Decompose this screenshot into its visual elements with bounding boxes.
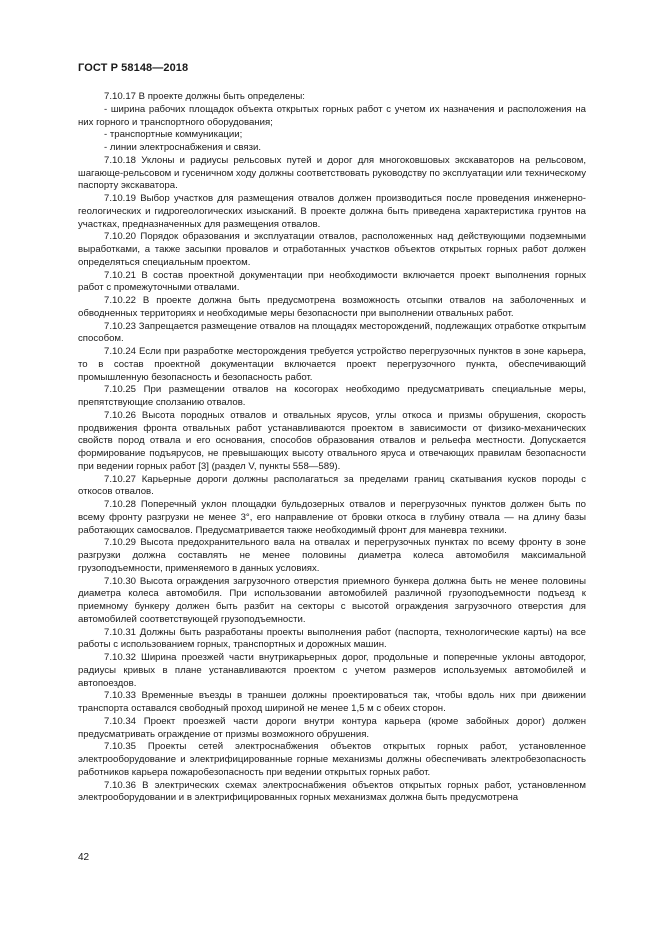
paragraph: 7.10.29 Высота предохранительного вала на отвалах и перегрузочных пунктах по всему фронту в зоне разгрузки должна составлять не менее половины диаметра колеса автомобиля максимальной грузоподъемности, применяемого в данных условиях. [78,537,586,574]
paragraph: 7.10.33 Временные въезды в траншеи должны проектироваться так, чтобы вдоль них при движении транспорта оставался свободный проход шириной не менее 1,5 м с обеих сторон. [78,690,586,714]
paragraph: - линии электроснабжения и связи. [104,142,262,153]
paragraph: 7.10.25 При размещении отвалов на косогорах необходимо предусматривать специальные меры, препятствующие сползанию отвалов. [78,384,586,408]
paragraph: 7.10.27 Карьерные дороги должны располагаться за пределами границ скатывания кусков породы с откосов отвалов. [78,473,586,498]
paragraph: - ширина рабочих площадок объекта открытых горных работ с учетом их назначения и расположения на них горного и транспортного оборудования; [78,103,586,128]
document-header: ГОСТ Р 58148—2018 [78,62,189,74]
paragraph: 7.10.19 Выбор участков для размещения отвалов должен производиться после проведения инженерно-геологических и гидрогеологических изысканий. В проекте должна быть приведена характеристика грунтов на участках, предназначенных для размещения отвалов. [78,193,586,230]
paragraph: 7.10.30 Высота ограждения загрузочного отверстия приемного бункера должна быть не менее половины диаметра колеса автомобиля. При использовании автомобилей различной грузоподъемности подъезд к приемному бункеру должен быть разбит на секторы с высотой ограждения загрузочного отверстия для автомобилей соответствующей грузоподъемности. [78,575,586,625]
paragraph: 7.10.32 Ширина проезжей части внутрикарьерных дорог, продольные и поперечные уклоны автодорог, радиусы кривых в плане устанавливаются проектом с учетом размеров используемых автомобилей и автопоездов. [78,652,586,689]
paragraph: 7.10.18 Уклоны и радиусы рельсовых путей и дорог для многоковшовых экскаваторов на рельсовом, шагающе-рельсовом и гусеничном ходу должны соответствовать руководству по эксплуатации или техническому паспорту экскаватора. [78,154,586,192]
paragraph: 7.10.28 Поперечный уклон площадки бульдозерных отвалов и перегрузочных пунктов должен быть по всему фронту разгрузки не менее 3°, его направление от бровки откоса в глубину отвала — на длину базы работающих самосвалов. Предусматривается также необходимый фронт для маневра техники. [78,499,586,536]
paragraph: 7.10.31 Должны быть разработаны проекты выполнения работ (паспорта, технологические карты) на все работы с использованием горных, транспортных и дорожных машин. [78,626,586,651]
paragraph: 7.10.17 В проекте должны быть определены: [104,91,305,102]
paragraph: 7.10.26 Высота породных отвалов и отвальных ярусов, углы откоса и призмы обрушения, скорость продвижения фронта отвальных работ устанавливаются проектом в зависимости от физико-механических свойств пород отвала и его основания, способов образования отвалов и рельефа местности. Допускается формирование подъярусов, не превышающих высоту отвального яруса и отвечающих правилам безопасности при ведении горных работ [3] (раздел V, пункты 558—589). [78,409,586,472]
paragraph: 7.10.24 Если при разработке месторождения требуется устройство перегрузочных пунктов в зоне карьера, то в состав проектной документации включается проект перегрузочного пункта, обеспечивающий промышленную безопасность и безопасность работ. [78,346,586,383]
paragraph: 7.10.35 Проекты сетей электроснабжения объектов открытых горных работ, установленное электрооборудование и электрифицированные горные механизмы должны обеспечивать электробезопасность работников карьера пожаробезопасность при ведении открытых горных работ. [78,741,586,778]
paragraph: 7.10.36 В электрических схемах электроснабжения объектов открытых горных работ, установленном электрооборудовании и в электрифицированных горных механизмах должна быть предусмотрена [78,779,586,804]
paragraph: 7.10.20 Порядок образования и эксплуатации отвалов, расположенных над действующими подземными выработками, а также засыпки провалов и отработанных участков объектов открытых горных работ должен определяться специальным проектом. [78,231,586,268]
document-body [78,91,586,805]
paragraph: 7.10.22 В проекте должна быть предусмотрена возможность отсыпки отвалов на заболоченных и обводненных территориях и необходимые меры безопасности при выполнении отвальных работ. [78,295,586,319]
page-number: 42 [78,852,90,863]
paragraph: 7.10.21 В состав проектной документации при необходимости включается проект выполнения горных работ с промежуточными отвалами. [78,269,586,294]
paragraph: - транспортные коммуникации; [104,129,243,141]
paragraph: 7.10.23 Запрещается размещение отвалов на площадях месторождений, подлежащих отработке открытым способом. [78,320,586,345]
paragraph: 7.10.34 Проект проезжей части дороги внутри контура карьера (кроме забойных дорог) должен предусматривать ограждение от призмы возможного обрушения. [78,715,586,740]
